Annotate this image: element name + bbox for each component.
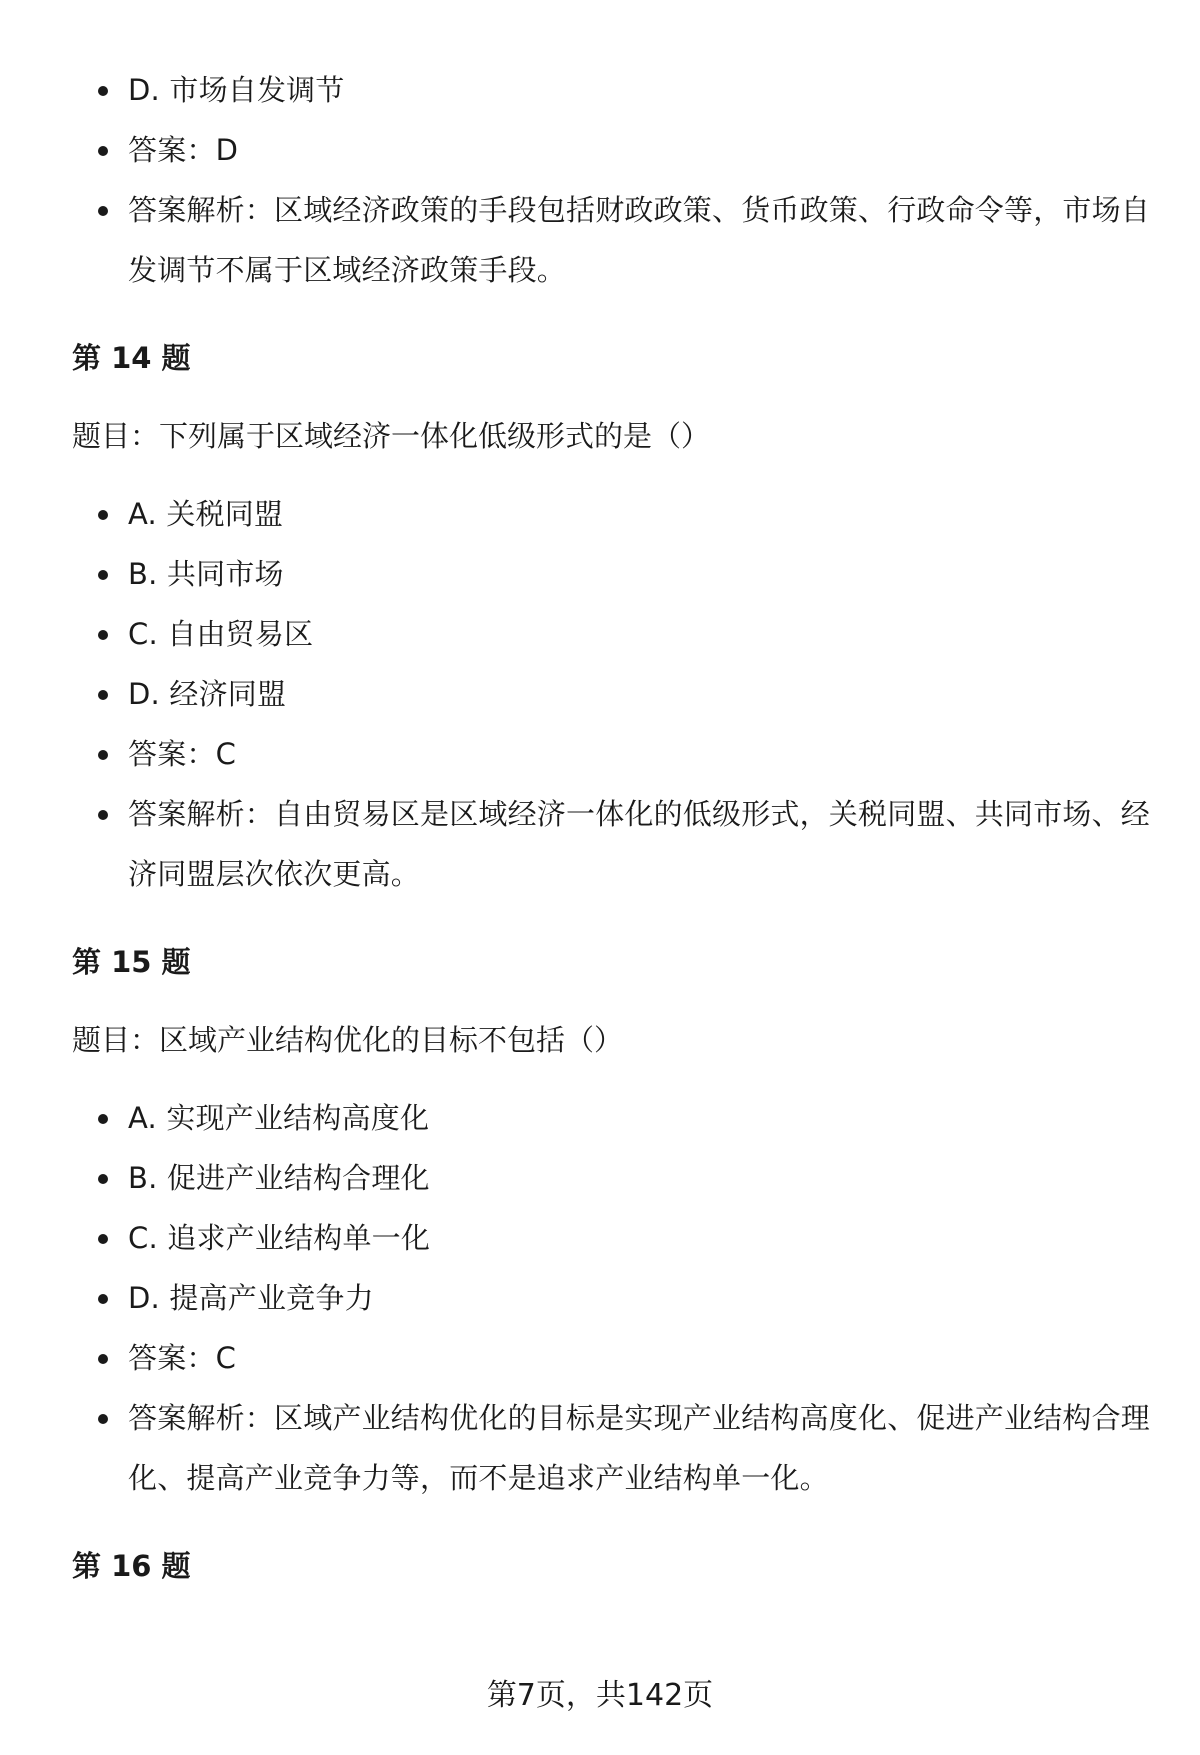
answer-explanation: 答案解析：区域产业结构优化的目标是实现产业结构高度化、促进产业结构合理化、提高产业竞争力等，而不是追求产业结构单一化。 bbox=[72, 1388, 1152, 1508]
prev-question-items bbox=[72, 60, 1152, 300]
answer: 答案：C bbox=[72, 724, 1152, 784]
answer-explanation: 答案解析：区域经济政策的手段包括财政政策、货币政策、行政命令等，市场自发调节不属于区域经济政策手段。 bbox=[72, 180, 1152, 300]
page-content bbox=[72, 60, 1152, 1624]
option-a: A. 实现产业结构高度化 bbox=[72, 1088, 1152, 1148]
option-c: C. 自由贸易区 bbox=[72, 604, 1152, 664]
question-16-heading: 第 16 题 bbox=[72, 1549, 191, 1583]
question-15-items bbox=[72, 1088, 1152, 1508]
option-d: D. 提高产业竞争力 bbox=[72, 1268, 1152, 1328]
answer-explanation: 答案解析：自由贸易区是区域经济一体化的低级形式，关税同盟、共同市场、经济同盟层次依次更高。 bbox=[72, 784, 1152, 904]
question-14-stem: 题目：下列属于区域经济一体化低级形式的是（） bbox=[72, 419, 711, 453]
question-15-heading: 第 15 题 bbox=[72, 945, 191, 979]
answer: 答案：C bbox=[72, 1328, 1152, 1388]
option-d: D. 经济同盟 bbox=[72, 664, 1152, 724]
question-14-items bbox=[72, 484, 1152, 904]
answer: 答案：D bbox=[72, 120, 1152, 180]
option-d: D. 市场自发调节 bbox=[72, 60, 1152, 120]
option-a: A. 关税同盟 bbox=[72, 484, 1152, 544]
question-15-stem: 题目：区域产业结构优化的目标不包括（） bbox=[72, 1023, 624, 1057]
question-14-heading: 第 14 题 bbox=[72, 341, 191, 375]
option-c: C. 追求产业结构单一化 bbox=[72, 1208, 1152, 1268]
page-number-footer: 第7页，共142页 bbox=[486, 1678, 714, 1713]
option-b: B. 共同市场 bbox=[72, 544, 1152, 604]
option-b: B. 促进产业结构合理化 bbox=[72, 1148, 1152, 1208]
